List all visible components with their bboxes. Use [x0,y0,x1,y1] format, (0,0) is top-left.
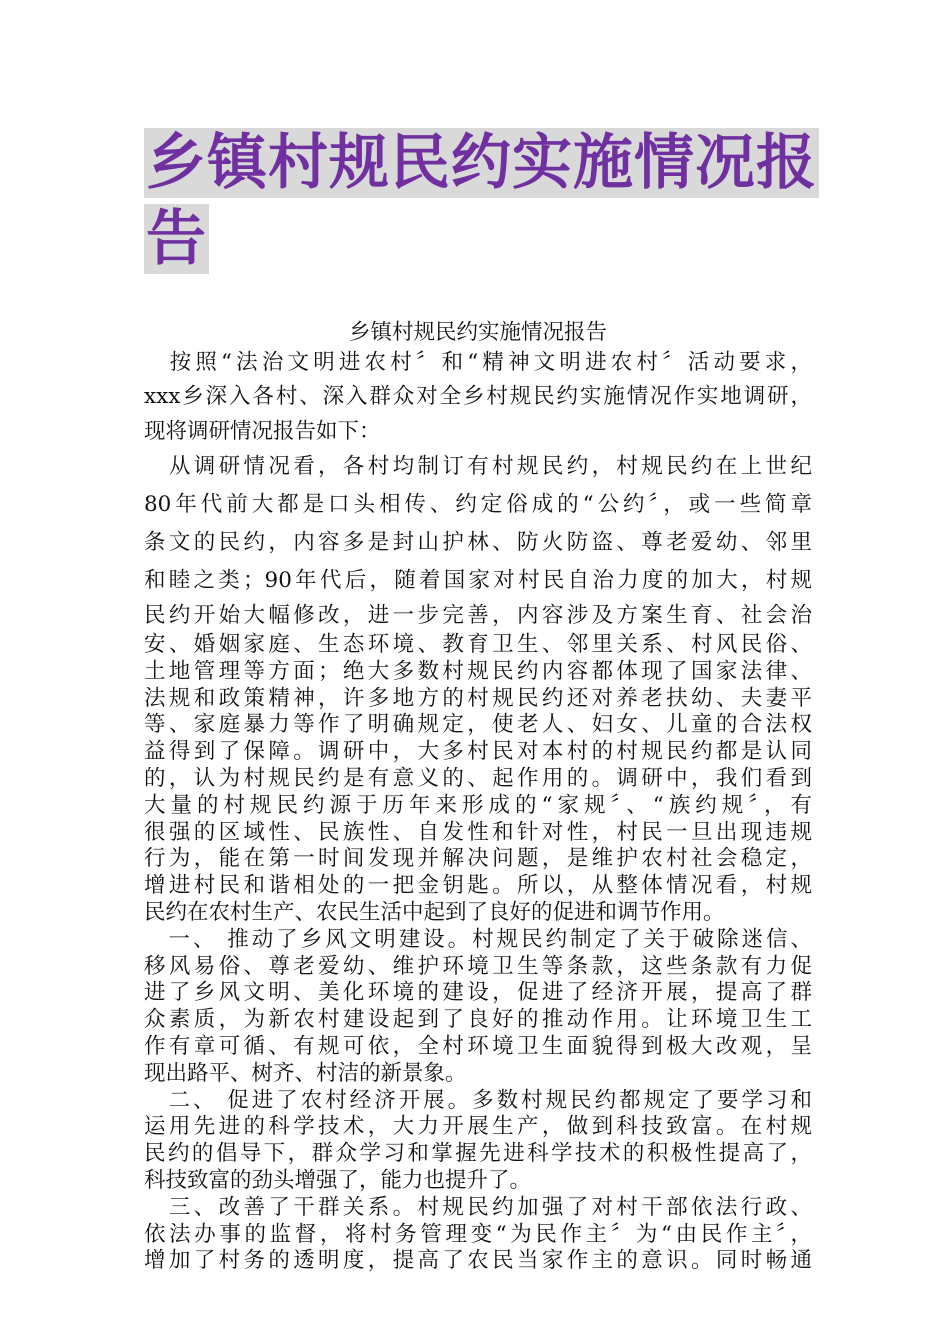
paragraph-line: 条文的民约，内容多是封山护林、防火防盗、尊老爱幼、邻里 [144,530,812,555]
paragraph-line: 一、 推动了乡风文明建设。村规民约制定了关于破除迷信、 [144,926,812,952]
paragraph-line: 依法办事的监督，将村务管理变“为民作主〞为“由民作主〞， [144,1221,812,1247]
paragraph-line: 和睦之类；90年代后，随着国家对村民自治力度的加大，村规 [144,568,812,593]
paragraph-line: 现出路平、树齐、村洁的新景象。 [144,1060,467,1086]
title-line-1: 乡镇村规民约实施情况报 [146,128,817,198]
paragraph-line: 80年代前大都是口头相传、约定俗成的“公约〞，或一些简章 [144,492,812,517]
paragraph-line: 科技致富的劲头增强了，能力也提升了。 [144,1167,532,1193]
paragraph-line: 法规和政策精神，许多地方的村规民约还对养老扶幼、夫妻平 [144,685,812,711]
paragraph-line: 增进村民和谐相处的一把金钥匙。所以，从整体情况看，村规 [144,873,812,899]
paragraph-line: 作有章可循、有规可依，全村环境卫生面貌得到极大改观，呈 [144,1033,812,1059]
document-subtitle: 乡镇村规民约实施情况报告 [348,320,607,345]
paragraph-line: 的，认为村规民约是有意义的、起作用的。调研中，我们看到 [144,765,812,791]
paragraph-line: 按照“法治文明进农村〞和“精神文明进农村〞活动要求， [144,350,812,375]
paragraph-line: 益得到了保障。调研中，大多村民对本村的村规民约都是认同 [144,739,812,765]
paragraph-line: 安、婚姻家庭、生态环境、教育卫生、邻里关系、村风民俗、 [144,632,812,657]
title-line-2: 告 [146,204,207,274]
paragraph-line: 增加了村务的透明度，提高了农民当家作主的意识。同时畅通 [144,1248,812,1274]
paragraph-line: 民约的倡导下，群众学习和掌握先进科学技术的积极性提高了， [144,1141,812,1167]
document-title [144,128,824,280]
document-body [144,318,812,1275]
paragraph-line: 民约开始大幅修改，进一步完善，内容涉及方案生育、社会治 [144,603,812,628]
paragraph-line: 从调研情况看，各村均制订有村规民约，村规民约在上世纪 [144,454,812,479]
paragraph-line: xxx乡深入各村、深入群众对全乡村规民约实施情况作实地调研， [144,384,812,409]
paragraph-line: 二、 促进了农村经济开展。多数村规民约都规定了要学习和 [144,1087,812,1113]
paragraph-line: 移风易俗、尊老爱幼、维护环境卫生等条款，这些条款有力促 [144,953,812,979]
paragraph-line: 进了乡风文明、美化环境的建设，促进了经济开展，提高了群 [144,980,812,1006]
paragraph-line: 土地管理等方面；绝大多数村规民约内容都体现了国家法律、 [144,658,812,684]
paragraph-line: 等、家庭暴力等作了明确规定，使老人、妇女、儿童的合法权 [144,712,812,738]
paragraph-line: 众素质，为新农村建设起到了良好的推动作用。让环境卫生工 [144,1007,812,1033]
paragraph-line: 运用先进的科学技术，大力开展生产，做到科技致富。在村规 [144,1114,812,1140]
paragraph-line: 大量的村规民约源于历年来形成的“家规〞、“族约规〞，有 [144,792,812,818]
paragraph-line: 很强的区域性、民族性、自发性和针对性，村民一旦出现违规 [144,819,812,845]
paragraph-line: 民约在农村生产、农民生活中起到了良好的促进和调节作用。 [144,899,725,925]
paragraph-line: 三、改善了干群关系。村规民约加强了对村干部依法行政、 [144,1194,812,1220]
paragraph-line: 现将调研情况报告如下： [144,419,381,444]
paragraph-line: 行为，能在第一时间发现并解决问题，是维护农村社会稳定， [144,846,812,872]
